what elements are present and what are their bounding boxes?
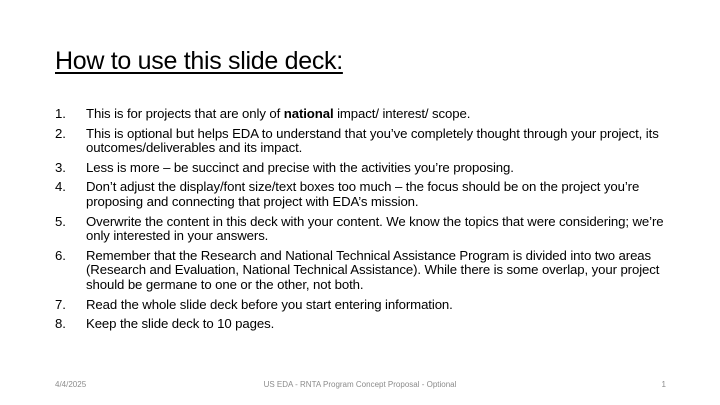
list-item	[55, 107, 675, 122]
item-text: Read the whole slide deck before you start entering information.	[86, 296, 453, 312]
list-item	[55, 180, 675, 209]
item-number: 3.	[55, 159, 66, 175]
item-text: This is optional but helps EDA to understand that you’ve completely thought through your project, its outcomes/deliverables and its impact.	[86, 125, 659, 156]
list-item	[55, 317, 675, 332]
item-text: Don’t adjust the display/font size/text boxes too much – the focus should be on the project you’re proposing and connecting that project with EDA’s mission.	[86, 179, 640, 209]
list-item	[55, 215, 675, 244]
item-text: Remember that the Research and National Technical Assistance Program is divided into two areas (Research and Evaluation, National Technical Assistance). While there is some overlap, your project should be germane to one or the other, not both.	[86, 247, 660, 292]
item-text	[86, 107, 675, 122]
item-number: 7.	[55, 296, 66, 312]
item-text: Keep the slide deck to 10 pages.	[86, 316, 275, 332]
footer-page-number: 1	[661, 380, 666, 389]
item-text-part: impact/ interest/ scope.	[333, 106, 471, 121]
item-number: 8.	[55, 316, 66, 332]
list-item	[55, 298, 675, 313]
list-item	[55, 249, 675, 293]
footer-title: US EDA - RNTA Program Concept Proposal - Optional	[263, 380, 457, 389]
slide-title: How to use this slide deck:	[55, 47, 343, 75]
item-text-part: This is for projects that are only of	[86, 106, 284, 121]
item-text: Less is more – be succinct and precise with the activities you’re proposing.	[86, 159, 514, 175]
list-item	[55, 127, 675, 156]
instructions-list	[55, 107, 675, 337]
item-number: 4.	[55, 179, 66, 195]
list-item	[55, 161, 675, 176]
item-number: 6.	[55, 247, 66, 263]
item-number: 5.	[55, 213, 66, 229]
item-text-bold: national	[283, 106, 334, 121]
item-text: Overwrite the content in this deck with your content. We know the topics that were considering; we’re only interested in your answers.	[86, 213, 664, 244]
item-number: 2.	[55, 125, 66, 141]
item-number: 1.	[55, 106, 66, 121]
footer-date: 4/4/2025	[55, 380, 87, 389]
